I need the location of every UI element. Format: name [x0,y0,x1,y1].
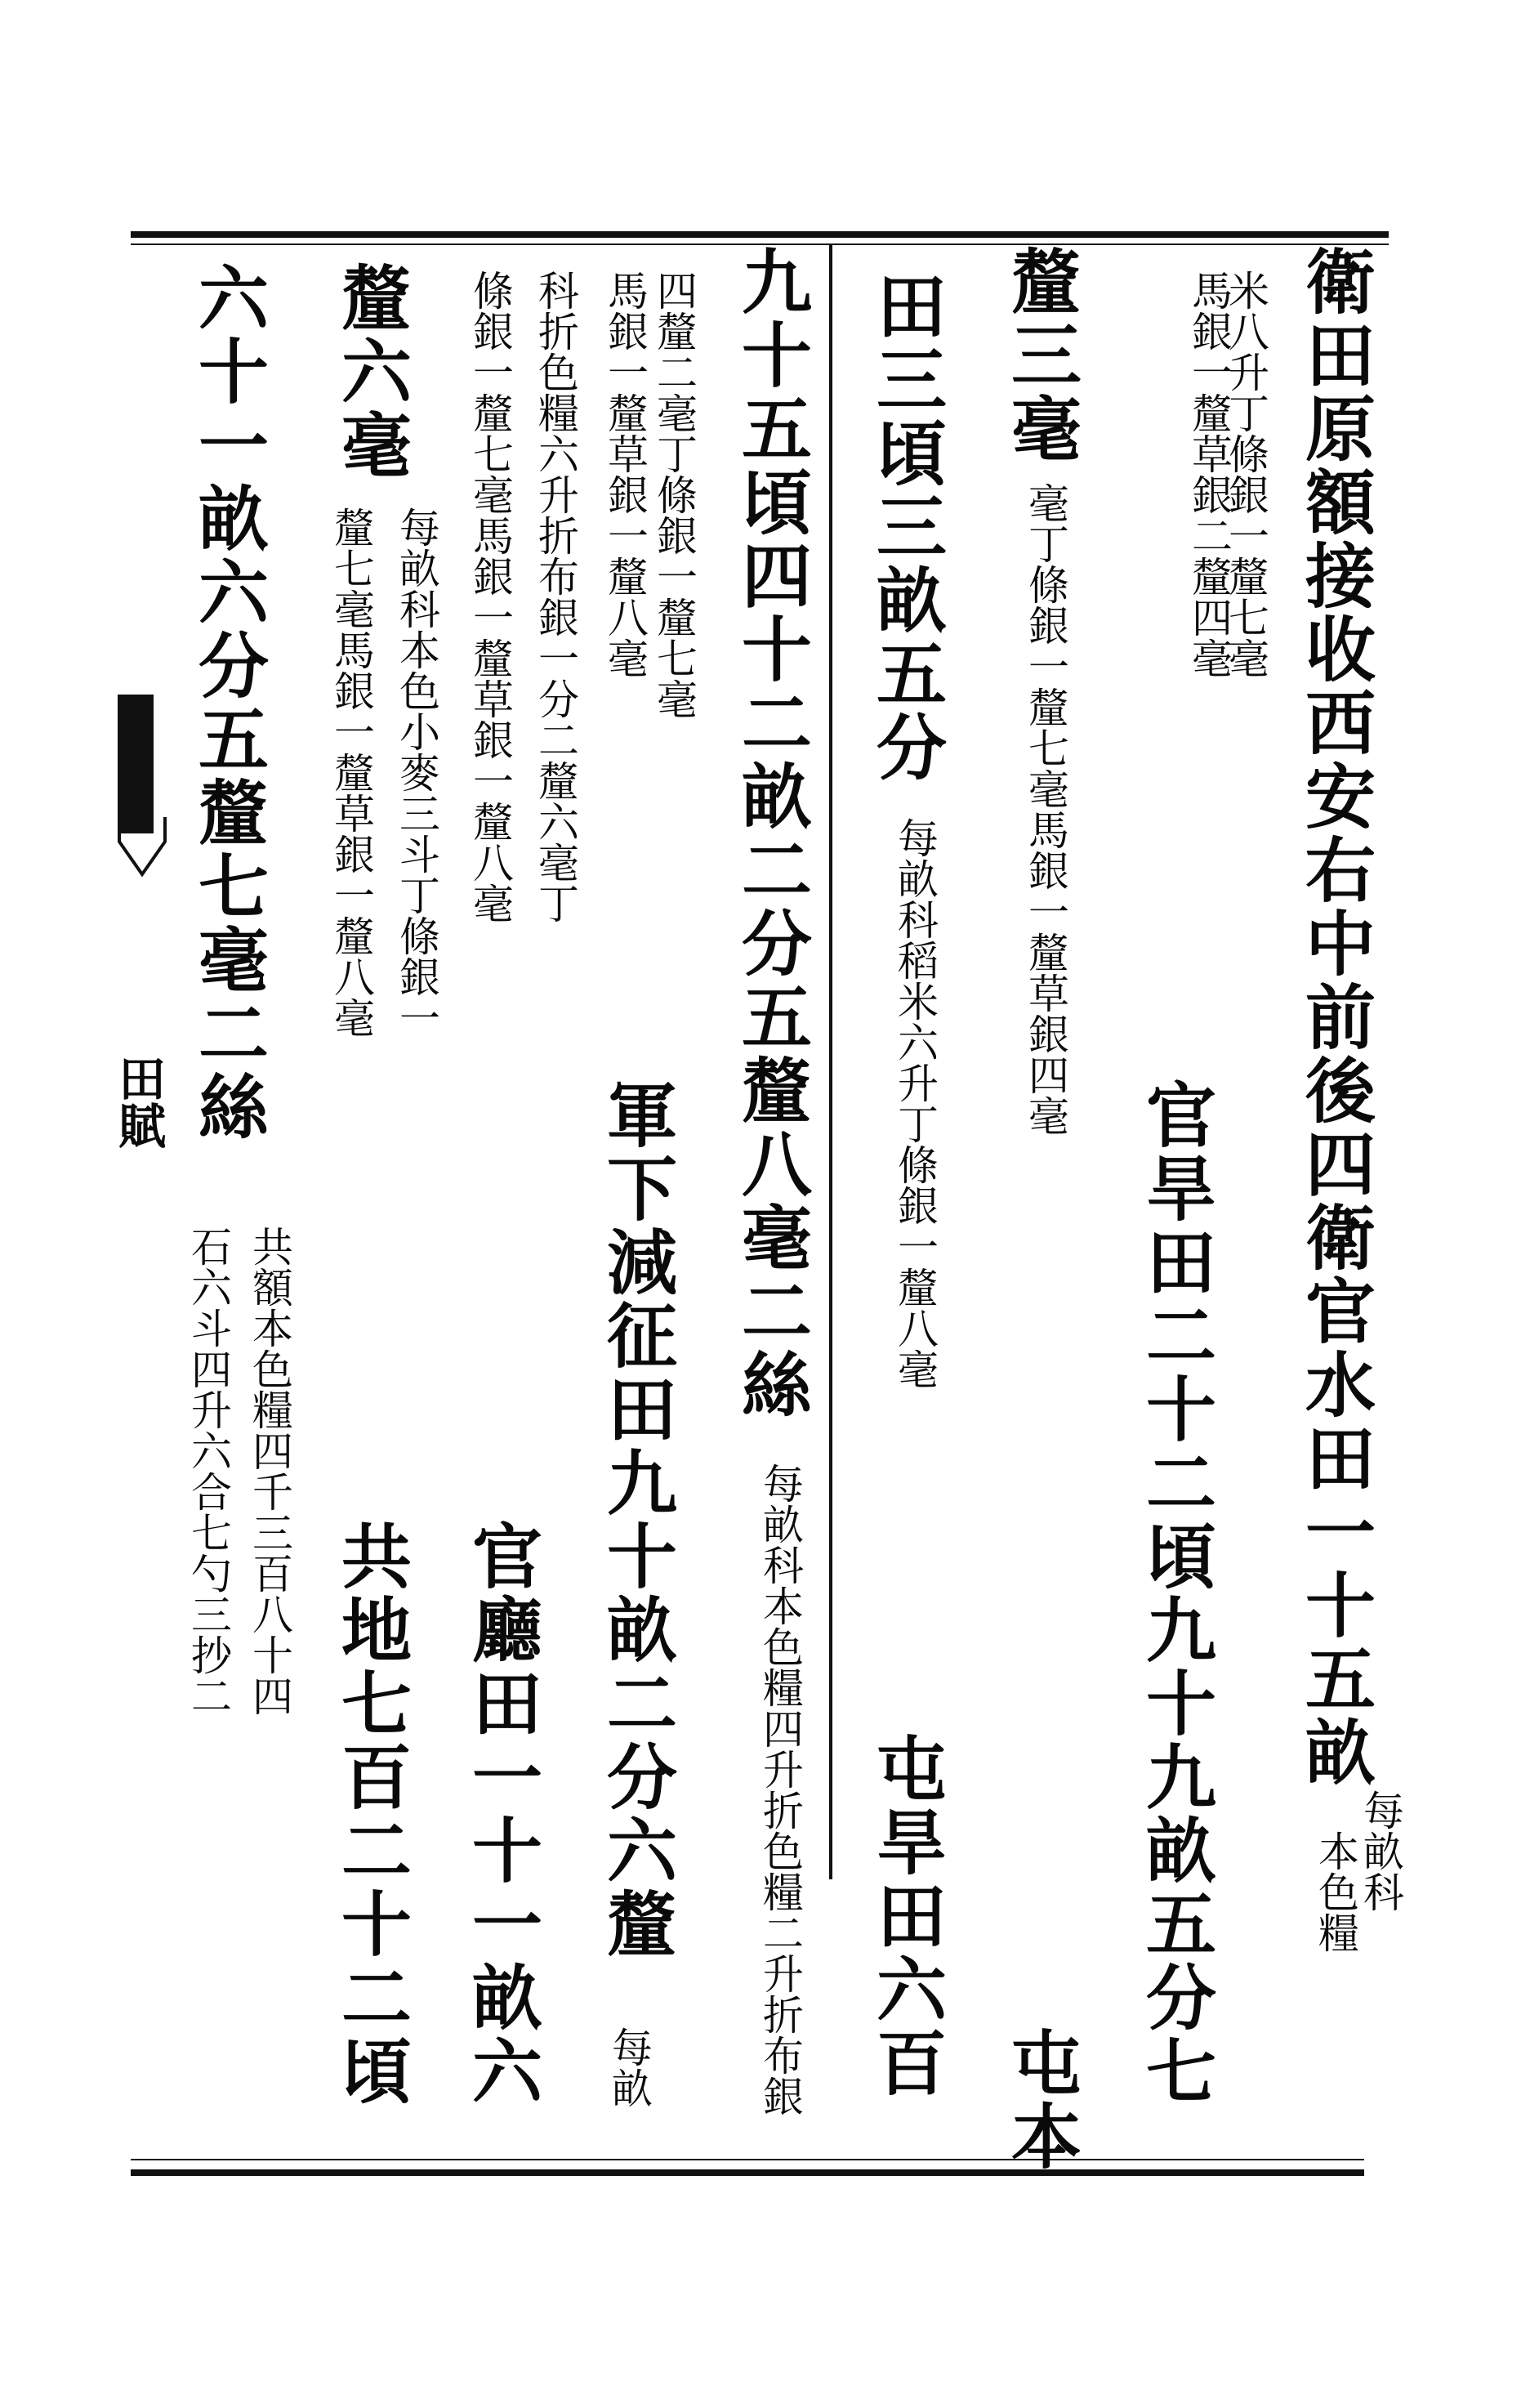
column-5-small: 每畝科稻米六升丁條銀一釐八毫 [891,817,939,1389]
column-7-small: 四釐二毫丁條銀一釐七毫 [650,270,698,719]
column-7-note: 每畝 [605,2026,653,2108]
fishtail-block-icon [118,695,154,833]
column-13-small: 共額本色糧四千三百八十四 [246,1226,293,1716]
column-8-small: 馬銀一釐草銀一釐八毫 [601,270,649,678]
column-3-small: 馬銀一釐草銀二釐四毫 [1185,270,1233,678]
bottom-frame-thin-line [131,2159,1364,2160]
column-13-main: 六十一畝六分五釐七毫二絲 [186,261,269,1144]
column-5-main: 田三頃三畝五分 [864,270,947,784]
bottom-frame-line [131,2169,1364,2176]
column-1-note-right: 每畝科 [1357,1789,1404,1912]
column-9-small: 科折色糧六升折布銀一分二釐六毫丁 [532,270,579,923]
column-2-main: 官旱田二十二頃九十九畝五分七 [1134,1079,1216,2108]
column-10-small: 條銀一釐七毫馬銀一釐草銀一釐八毫 [466,270,514,923]
column-8-main: 官廳田一十一畝六 [460,1520,542,2108]
margin-section-title: 田賦 [110,1054,166,1149]
column-1-note-left: 本色糧 [1312,1830,1359,1953]
column-4-main: 釐三毫 [999,245,1082,466]
column-2-small: 米八升丁條銀一釐七毫 [1222,270,1269,678]
column-6-small: 每畝科本色糧四升折色糧二升折布銀 [756,1463,804,2116]
column-4-end: 屯本 [999,2026,1082,2173]
column-7-main: 軍下減征田九十畝二分六釐 [595,1079,677,1961]
top-frame-line [131,231,1389,238]
fishtail-icon [118,817,167,899]
column-1-main: 衛田原額接收西安右中前後四衛官水田一十五畝 [1293,245,1376,1789]
column-10-main: 共地七百二十二頃 [329,1520,412,2108]
column-11-small: 每畝科本色小麥三斗丁條銀一 [393,507,440,1038]
column-4-small: 毫丁條銀一釐七毫馬銀一釐草銀四毫 [1022,482,1069,1136]
column-14-small: 石六斗四升六合七勺三抄二 [185,1226,232,1716]
column-5-end: 屯旱田六百 [864,1732,947,2100]
column-12-small: 釐七毫馬銀一釐草銀一釐八毫 [328,507,375,1038]
inner-column-divider [829,245,832,1879]
column-11-main: 釐六毫 [329,261,412,482]
column-6-main: 九十五頃四十二畝二分五釐八毫二絲 [729,245,812,1422]
